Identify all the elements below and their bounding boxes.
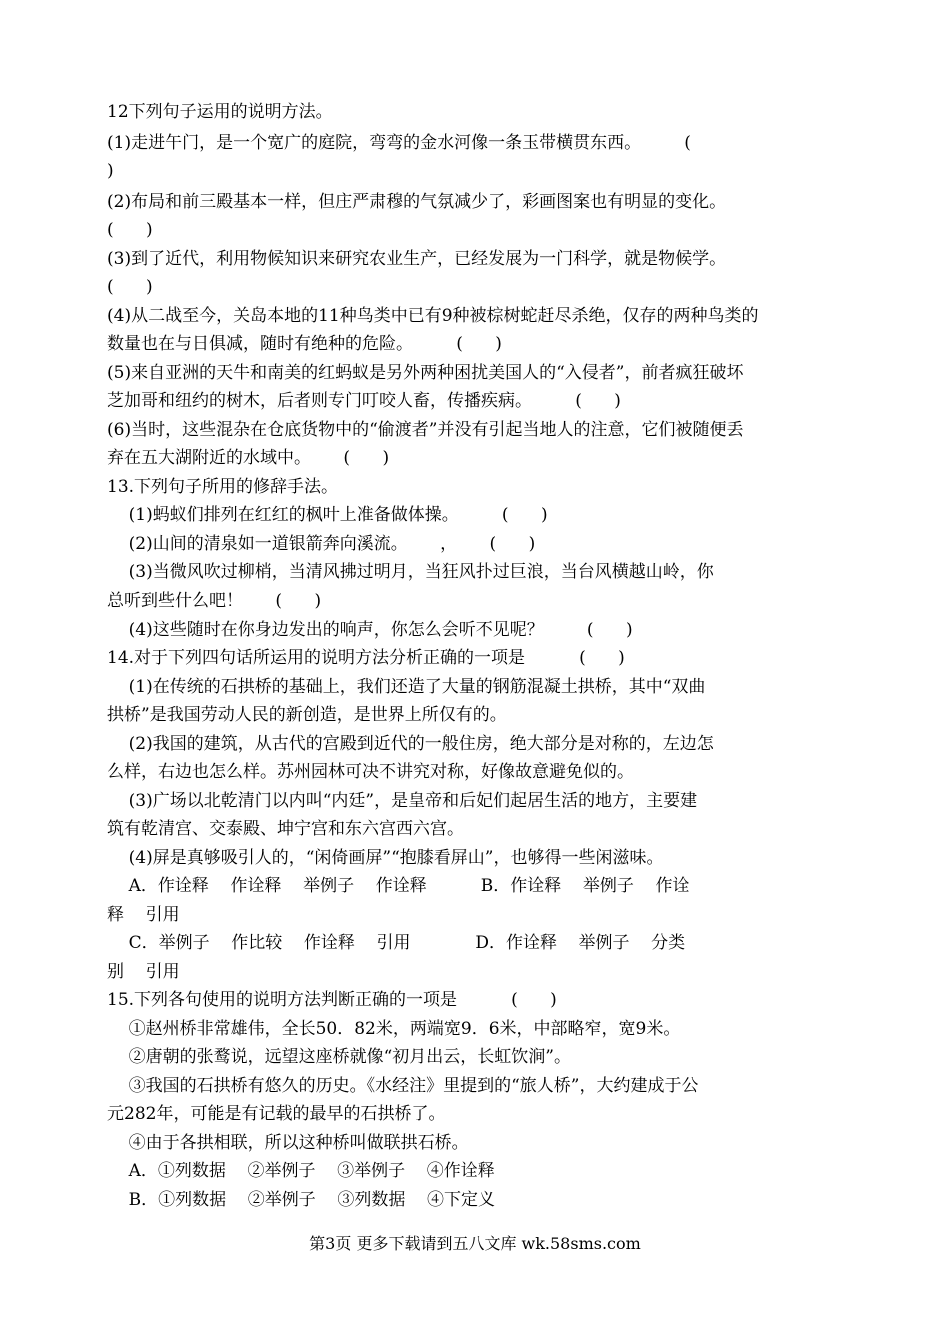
question-15-item-2: ②唐朝的张鹜说，远望这座桥就像“初月出云，长虹饮涧”。 xyxy=(107,1047,571,1067)
question-15-option-a: A．①列数据 ②举例子 ③举例子 ④作诠释 xyxy=(107,1161,495,1181)
question-12-item-4: (4)从二战至今，关岛本地的11种鸟类中已有9种被棕树蛇赶尽杀绝，仅存的两种鸟类的 xyxy=(107,306,759,326)
question-12-item-3: (3)到了近代，利用物候知识来研究农业生产，已经发展为一门科学，就是物候学。 xyxy=(107,249,727,269)
question-14-item-1: (1)在传统的石拱桥的基础上，我们还造了大量的钢筋混凝土拱桥，其中“双曲 xyxy=(107,677,706,697)
question-13-item-4: (4)这些随时在你身边发出的响声，你怎么会听不见呢？ ( ) xyxy=(107,620,633,640)
question-12-item-5: (5)来自亚洲的天牛和南美的红蚂蚁是另外两种困扰美国人的“入侵者”，前者疯狂破坏 xyxy=(107,363,744,383)
question-13-item-3-cont: 总听到些什么吧！ ( ) xyxy=(107,591,322,611)
question-14-item-2: (2)我国的建筑，从古代的宫殿到近代的一般住房，绝大部分是对称的，左边怎 xyxy=(107,734,714,754)
question-14-options-ab: A．作诠释 作诠释 举例子 作诠释 B．作诠释 举例子 作诠 xyxy=(107,876,690,896)
question-12-title: 12下列句子运用的说明方法。 xyxy=(107,102,333,122)
question-12-item-1-cont: ) xyxy=(107,161,114,181)
question-12-item-2-answer: ( ) xyxy=(107,220,153,240)
question-14-options-cd-cont: 别 引用 xyxy=(107,962,180,982)
question-15-item-3-cont: 元282年，可能是有记载的最早的石拱桥了。 xyxy=(107,1104,446,1124)
question-14-item-3-cont: 筑有乾清宫、交泰殿、坤宁宫和东六宫西六宫。 xyxy=(107,819,464,839)
question-13-title: 13.下列句子所用的修辞手法。 xyxy=(107,477,339,497)
question-15-item-1: ①赵州桥非常雄伟，全长50．82米，两端宽9．6米，中部略窄，宽9米。 xyxy=(107,1019,681,1039)
question-12-item-1: (1)走进午门，是一个宽广的庭院，弯弯的金水河像一条玉带横贯东西。 ( xyxy=(107,133,691,153)
question-13-item-1: (1)蚂蚁们排列在红红的枫叶上准备做体操。 ( ) xyxy=(107,505,548,525)
page-footer: 第3页 更多下载请到五八文库 wk.58sms.com xyxy=(309,1234,641,1253)
question-12-item-4-cont: 数量也在与日俱减，随时有绝种的危险。 ( ) xyxy=(107,334,502,354)
question-15-item-3: ③我国的石拱桥有悠久的历史。《水经注》里提到的“旅人桥”，大约建成于公 xyxy=(107,1076,699,1096)
question-14-options-ab-cont: 释 引用 xyxy=(107,905,180,925)
question-14-title: 14.对于下列四句话所运用的说明方法分析正确的一项是 ( ) xyxy=(107,648,625,668)
question-12-item-6-cont: 弃在五大湖附近的水域中。 ( ) xyxy=(107,448,390,468)
question-13-item-2: (2)山间的清泉如一道银箭奔向溪流。 ， ( ) xyxy=(107,534,536,554)
question-14-item-4: (4)屏是真够吸引人的，“闲倚画屏”“抱膝看屏山”，也够得一些闲滋味。 xyxy=(107,848,664,868)
question-12-item-3-answer: ( ) xyxy=(107,277,153,297)
question-14-item-2-cont: 么样，右边也怎么样。苏州园林可决不讲究对称，好像故意避免似的。 xyxy=(107,762,634,782)
question-15-title: 15.下列各句使用的说明方法判断正确的一项是 ( ) xyxy=(107,990,557,1010)
question-14-options-cd: C．举例子 作比较 作诠释 引用 D．作诠释 举例子 分类 xyxy=(107,933,686,953)
question-12-item-6: (6)当时，这些混杂在仓底货物中的“偷渡者”并没有引起当地人的注意，它们被随便丢 xyxy=(107,420,744,440)
question-12-item-2: (2)布局和前三殿基本一样，但庄严肃穆的气氛减少了，彩画图案也有明显的变化。 xyxy=(107,192,727,212)
question-12-item-5-cont: 芝加哥和纽约的树木，后者则专门叮咬人畜，传播疾病。 ( ) xyxy=(107,391,621,411)
question-14-item-1-cont: 拱桥”是我国劳动人民的新创造，是世界上所仅有的。 xyxy=(107,705,507,725)
question-15-option-b: B．①列数据 ②举例子 ③列数据 ④下定义 xyxy=(107,1190,495,1210)
question-14-item-3: (3)广场以北乾清门以内叫“内廷”，是皇帝和后妃们起居生活的地方，主要建 xyxy=(107,791,698,811)
question-15-item-4: ④由于各拱相联，所以这种桥叫做联拱石桥。 xyxy=(107,1133,469,1153)
question-13-item-3: (3)当微风吹过柳梢，当清风拂过明月，当狂风扑过巨浪，当台风横越山岭，你 xyxy=(107,562,714,582)
